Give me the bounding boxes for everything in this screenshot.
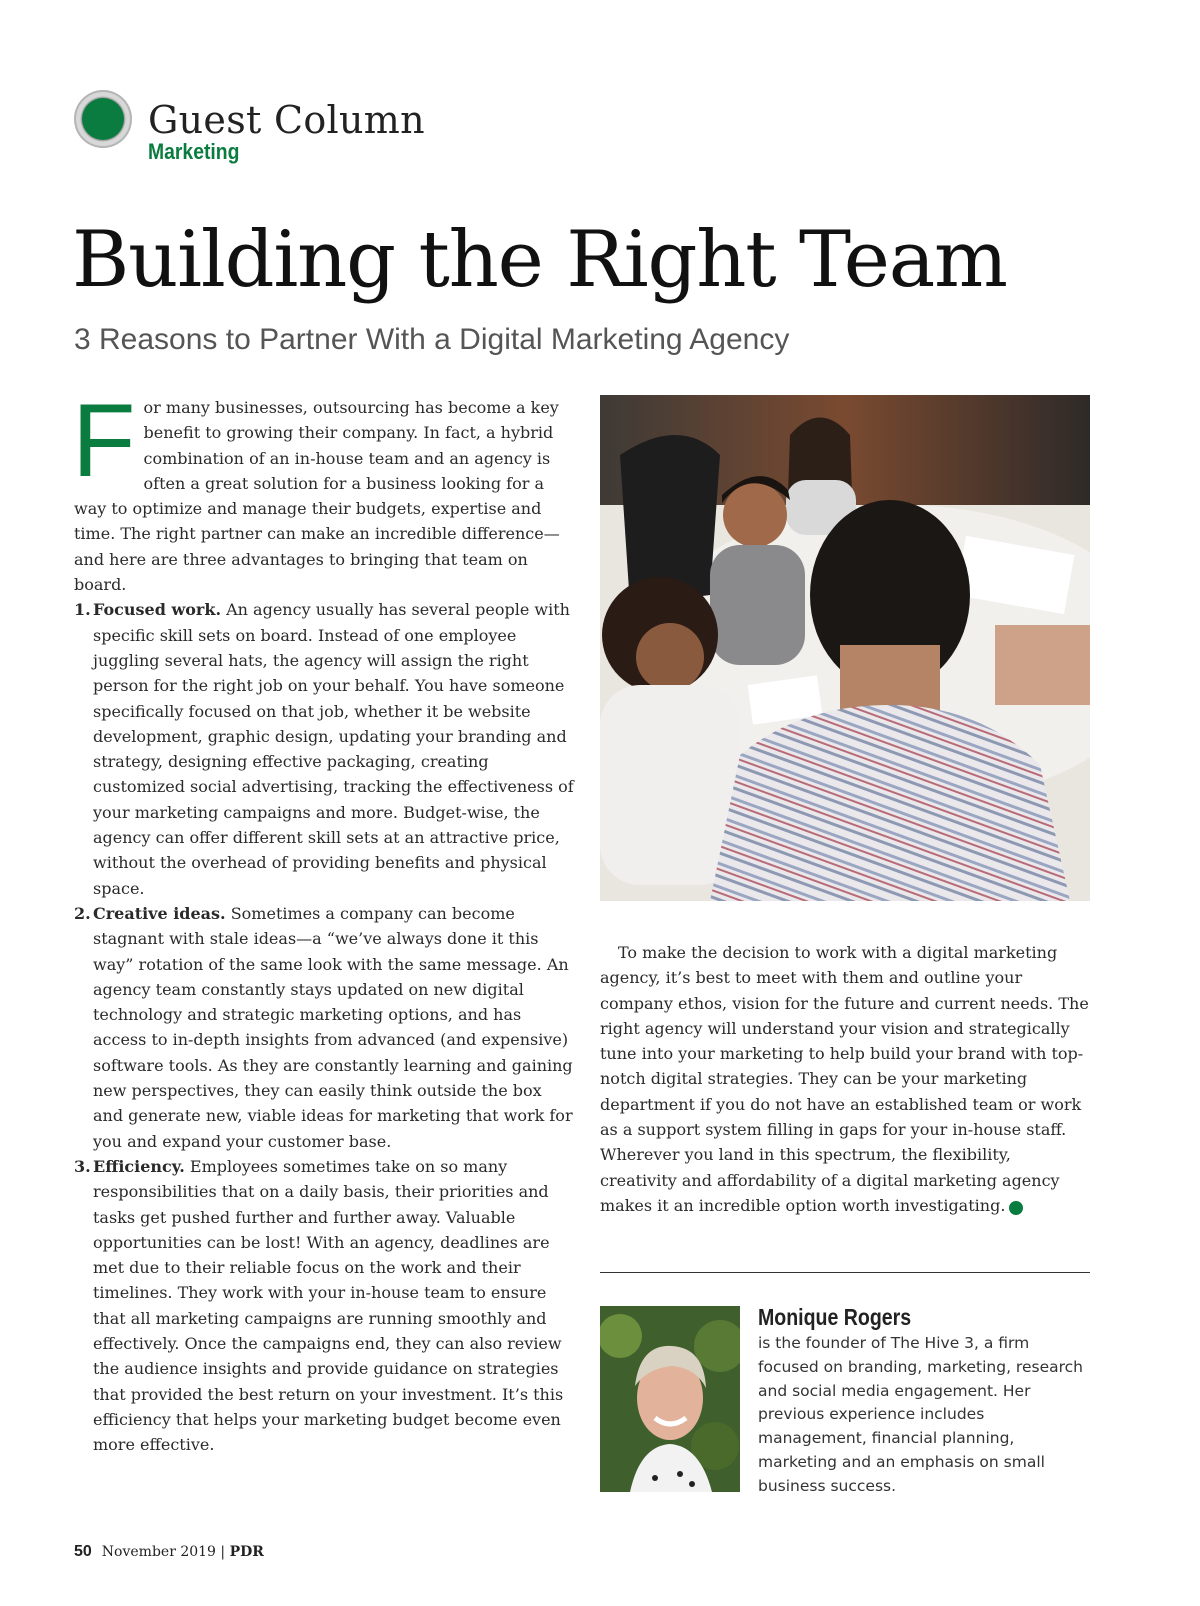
publication-name: PDR [229, 1544, 264, 1560]
section-subtitle: Marketing [148, 139, 240, 164]
author-avatar [600, 1306, 740, 1492]
list-number: 2. [74, 903, 91, 923]
drop-cap: F [72, 383, 136, 499]
list-number: 1. [74, 600, 91, 620]
reason-text: Sometimes a company can become stagnant with stale ideas—a “we’ve always done it this way” rotation of the same look with the same message. An agency team constantly stays updated on new digital technology and strategic marketing options, and has access to in-depth insights from advanced (and expensive) software tools. As they are constantly learning and gaining new perspectives, they can easily think outside the box and generate new, viable ideas for marketing that work for you and expand your customer base. [93, 903, 573, 1151]
left-column [72, 383, 574, 1457]
list-number: 3. [74, 1156, 91, 1176]
list-item [74, 597, 574, 901]
page-number: 50 [74, 1543, 92, 1560]
list-item [74, 1154, 574, 1458]
article-title: Building the Right Team [72, 215, 1007, 305]
section-title: Guest Column [148, 98, 425, 142]
reasons-list [74, 597, 574, 1457]
page-footer [74, 1543, 264, 1561]
closing-paragraph [600, 940, 1090, 1218]
reason-text: An agency usually has several people with specific skill sets on board. Instead of one employee juggling several hats, the agency will assign the right person for the right job on your behalf. You have someone specifically focused on that job, whether it be website development, graphic design, updating your branding and strategy, designing effective packaging, creating customized social advertising, tracking the effectiveness of your marketing campaigns and more. Budget-wise, the agency can offer different skill sets at an attractive price, without the overhead of providing benefits and physical space. [93, 600, 574, 898]
right-column [600, 940, 1090, 1218]
section-logo-icon [74, 90, 132, 148]
list-item [74, 901, 574, 1154]
author-name: Monique Rogers [758, 1304, 912, 1330]
reason-heading: Focused work. [93, 600, 222, 620]
intro-paragraph [72, 383, 574, 597]
intro-text: or many businesses, outsourcing has become a key benefit to growing their company. In fact, a hybrid combination of an in-house team and an agency is often a great solution for a business looking for a way to optimize and manage their budgets, expertise and time. The right partner can make an incredible difference—and here are three advantages to bringing that team on board. [74, 398, 560, 595]
reason-heading: Creative ideas. [93, 903, 226, 923]
article-subtitle: 3 Reasons to Partner With a Digital Marketing Agency [74, 323, 790, 356]
issue-date: November 2019 | [101, 1544, 230, 1560]
team-meeting-photo [600, 395, 1090, 901]
reason-heading: Efficiency. [93, 1156, 185, 1176]
author-bio: is the founder of The Hive 3, a firm focused on branding, marketing, research and social media engagement. Her previous experience includes management, financial planning, marketing and an emphasis on small business success. [758, 1334, 1083, 1495]
divider [600, 1272, 1090, 1273]
reason-text: Employees sometimes take on so many responsibilities that on a daily basis, their priorities and tasks get pushed further and further away. Valuable opportunities can be lost! With an agency, deadlines are met due to their reliable focus on the work and their timelines. They work with your in-house team to ensure that all marketing campaigns are running smoothly and effectively. Once the campaigns end, they can also review the audience insights and provide guidance on strategies that provided the best return on your investment. It’s this efficiency that helps your marketing budget become even more effective. [93, 1156, 564, 1455]
closing-text: To make the decision to work with a digital marketing agency, it’s best to meet with them and outline your company ethos, vision for the future and current needs. The right agency will understand your vision and strategically tune into your marketing to help build your brand with top-notch digital strategies. They can be your marketing department if you do not have an established team or work as a support system filling in gaps for your in-house staff. Wherever you land in this spectrum, the flexibility, creativity and affordability of a digital marketing agency makes it an incredible option worth investigating. [600, 943, 1089, 1215]
end-mark-icon: ‹ [1009, 1201, 1023, 1215]
